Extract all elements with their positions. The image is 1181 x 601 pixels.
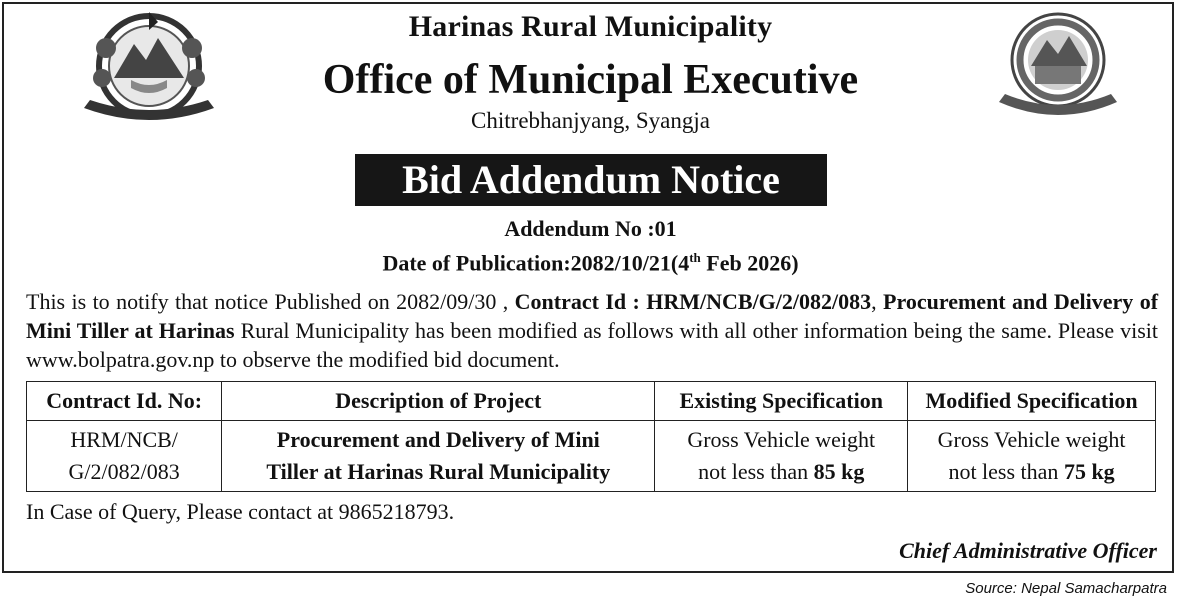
table-header-row <box>27 382 1156 421</box>
modified-line1: Gross Vehicle weight <box>937 427 1126 452</box>
cell-modified-spec <box>908 421 1156 492</box>
specification-table <box>26 381 1156 492</box>
project-name-text: Procurement and Delivery of Mini Tiller at Harinas <box>26 289 1159 343</box>
existing-weight-value: 85 kg <box>813 459 865 484</box>
modified-weight-value: 75 kg <box>1063 459 1115 484</box>
signatory-title: Chief Administrative Officer <box>899 538 1157 563</box>
publication-date <box>0 250 1181 276</box>
cell-existing-spec <box>655 421 908 492</box>
body-rest: Rural Municipality has been modified as follows with all other information being the same. Please visit www.bolpatra.gov.np to observe the modified bid document. <box>26 318 1159 372</box>
office-location: Chitrebhanjyang, Syangja <box>471 108 710 133</box>
header-description: Description of Project <box>222 382 655 421</box>
table-row <box>27 421 1156 492</box>
body-comma: , <box>871 289 884 314</box>
description-line2: Tiller at Harinas Rural Municipality <box>266 459 611 484</box>
source-credit: Source: Nepal Samacharpatra <box>965 580 1167 597</box>
description-line1: Procurement and Delivery of Mini <box>276 427 600 452</box>
header-modified-spec: Modified Specification <box>908 382 1156 421</box>
publication-date-tail: Feb 2026) <box>700 250 799 276</box>
existing-line2: not less than <box>698 459 814 484</box>
contract-id-text: Contract Id : HRM/NCB/G/2/082/083 <box>514 289 872 314</box>
modified-line2: not less than <box>948 459 1064 484</box>
header-contract-id: Contract Id. No: <box>27 382 222 421</box>
notice-title-banner: Bid Addendum Notice <box>355 154 827 206</box>
contract-id-line2: G/2/082/083 <box>68 459 180 484</box>
contract-id-line1: HRM/NCB/ <box>70 427 178 452</box>
cell-contract-id <box>27 421 222 492</box>
publication-date-suffix: th <box>689 250 701 265</box>
office-name: Office of Municipal Executive <box>322 57 859 103</box>
header-existing-spec: Existing Specification <box>655 382 908 421</box>
existing-line1: Gross Vehicle weight <box>687 427 876 452</box>
municipality-name: Harinas Rural Municipality <box>408 10 773 43</box>
publication-date-label: Date of Publication:2082/10/21(4 <box>382 250 690 276</box>
cell-description <box>222 421 655 492</box>
body-intro: This is to notify that notice Published on 2082/09/30 , <box>26 289 515 314</box>
notice-body <box>26 287 1158 374</box>
addendum-number: Addendum No :01 <box>504 216 677 241</box>
query-contact: In Case of Query, Please contact at 9865218793. <box>26 499 455 524</box>
